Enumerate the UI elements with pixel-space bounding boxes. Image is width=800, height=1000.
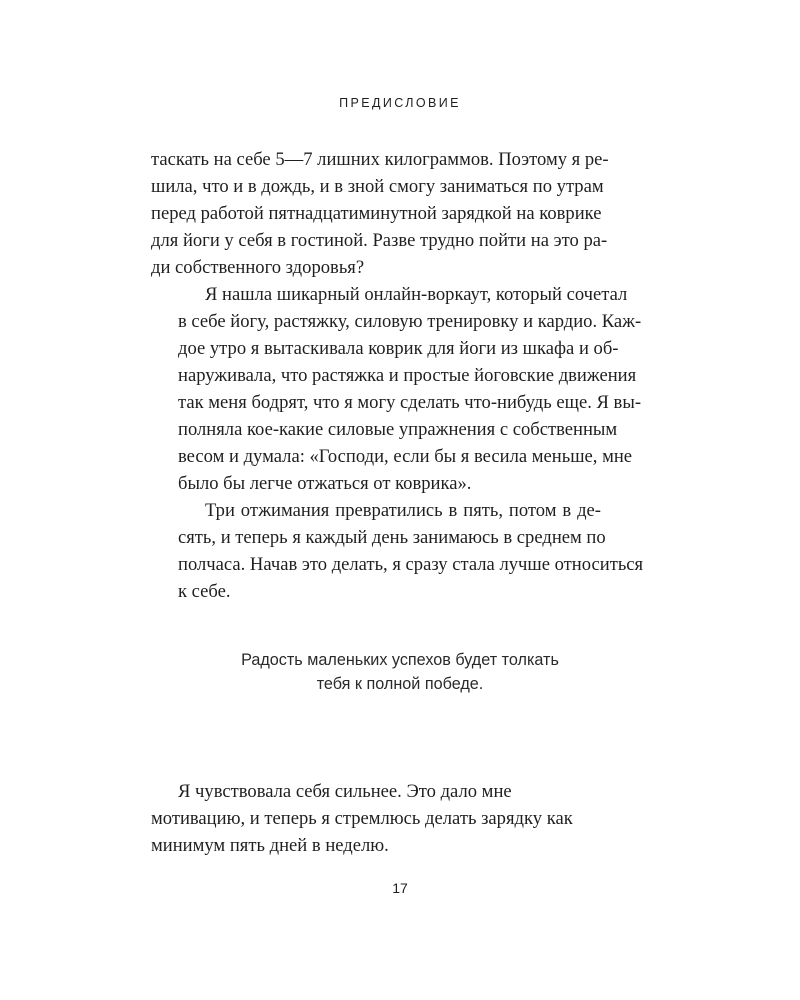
text-line: весом и думала: «Господи, если бы я весила меньше, мне — [178, 446, 633, 467]
dotted-divider-top — [190, 627, 610, 635]
text-line: так меня бодрят, что я могу сделать что-нибудь еще. Я вы- — [178, 392, 642, 413]
text-line: дней в неделю. — [269, 834, 389, 856]
text-line: полчаса. Начав это делать, я сразу стала лучше относиться — [178, 554, 644, 575]
text-line: шила, что и в дождь, и в зной смогу заниматься по утрам — [151, 176, 604, 197]
text-line: было бы легче отжаться от коврика». — [178, 473, 472, 494]
text-line: в себе йогу, растяжку, силовую тренировку и кардио. Каж- — [178, 311, 642, 332]
text-line: для йоги у себя в гостиной. Разве трудно пойти на это ра- — [151, 230, 608, 251]
paragraph — [151, 281, 642, 497]
paragraph — [151, 146, 609, 281]
text-line: Три отжимания превратились в пять, потом в де- — [205, 500, 601, 521]
text-line: ди собственного здоровья? — [151, 257, 365, 278]
paragraph — [151, 778, 601, 859]
dotted-divider-bottom — [190, 713, 610, 721]
text-line: Я чувствовала себя сильнее. Это дало мне мотивацию, — [151, 780, 512, 829]
text-line: полняла кое-какие силовые упражнения с собственным — [178, 419, 618, 440]
text-line: дое утро я вытаскивала коврик для йоги из шкафа и об- — [178, 338, 619, 359]
body-text-continued — [151, 759, 601, 877]
pull-quote-line: Радость маленьких успехов будет толкать — [241, 651, 559, 669]
text-line: наруживала, что растяжка и простые йоговские движения — [178, 365, 637, 386]
text-line: к себе. — [178, 581, 231, 602]
text-line: таскать на себе 5—7 лишних килограммов. Поэтому я ре- — [151, 149, 609, 170]
text-line: перед работой пятнадцатиминутной зарядкой на коврике — [151, 203, 602, 224]
text-line: и теперь я стремлюсь делать зарядку как минимум пять — [151, 807, 573, 856]
page-number: 17 — [392, 880, 408, 896]
body-text — [151, 146, 644, 605]
paragraph — [151, 497, 644, 605]
text-line: Я нашла шикарный онлайн-воркаут, который сочетал — [205, 284, 628, 305]
pull-quote-line: тебя к полной победе. — [316, 675, 484, 693]
pull-quote-text — [190, 648, 610, 696]
text-line: сять, и теперь я каждый день занимаюсь в среднем по — [178, 527, 606, 548]
running-head: ПРЕДИСЛОВИЕ — [339, 96, 461, 110]
